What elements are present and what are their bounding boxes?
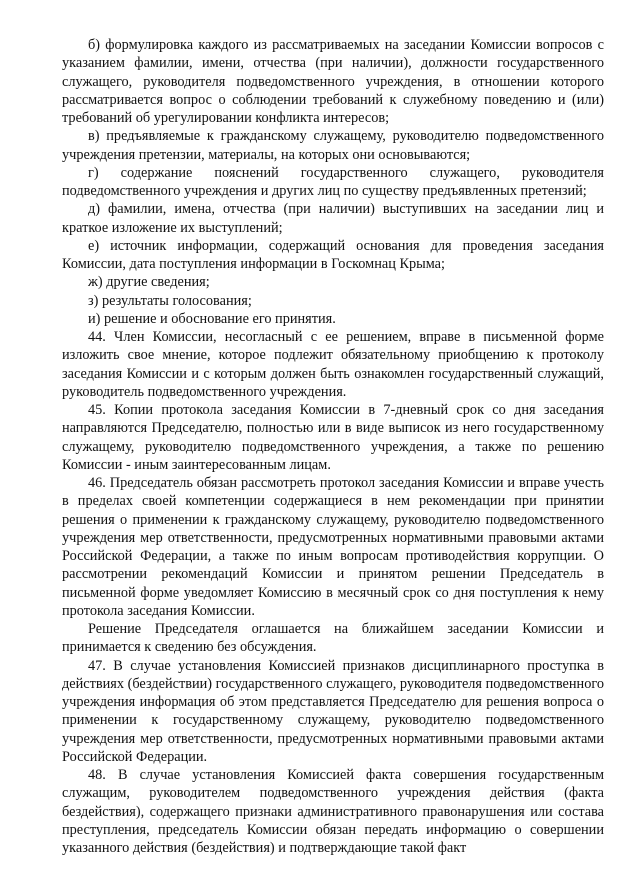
paragraph-e-source: е) источник информации, содержащий основания для проведения заседания Комиссии, дата поступления информации в Госкомнац Крыма;	[62, 237, 604, 272]
paragraph-z-voting: з) результаты голосования;	[88, 292, 252, 309]
paragraph-46: 46. Председатель обязан рассмотреть протокол заседания Комиссии и вправе учесть в пределах своей компетенции содержащиеся в нем рекомендации при принятии решения о применении к гражданскому служащему, руководителю подведомственного учреждения мер ответственности, предусмотренных нормативными правовыми актами Российской Федерации, а также по иным вопросам противодействия коррупции. О рассмотрении рекомендаций Комиссии и принятом решении Председатель в письменной форме уведомляет Комиссию в месячный срок со дня поступления к нему протокола заседания Комиссии.	[62, 475, 604, 619]
paragraph-v-claims: в) предъявляемые к гражданскому служащему, руководителю подведомственного учреждения претензии, материалы, на которых они основываются;	[62, 128, 604, 163]
paragraph-45: 45. Копии протокола заседания Комиссии в 7-дневный срок со дня заседания направляются Председателю, полностью или в виде выписок из него государственному служащему, руководителю подведомственного учреждения, а также по решению Комиссии - иным заинтересованным лицам.	[62, 402, 604, 473]
paragraph-48: 48. В случае установления Комиссией факта совершения государственным служащим, руководителем подведомственного учреждения действия (факта бездействия), содержащего признаки административного правонарушения или состава преступления, председатель Комиссии обязан передать информацию о совершении указанного действия (бездействия) и подтверждающие такой факт	[62, 767, 604, 856]
paragraph-47: 47. В случае установления Комиссией признаков дисциплинарного проступка в действиях (бездействии) государственного служащего, руководителя подведомственного учреждения информация об этом представляется Председателю для решения вопроса о применении к государственному служащему, руководителю подведомственного учреждения мер ответственности, предусмотренных нормативными правовыми актами Российской Федерации.	[62, 657, 604, 765]
paragraph-d-speakers: д) фамилии, имена, отчества (при наличии) выступивших на заседании лиц и краткое изложение их выступлений;	[62, 201, 604, 236]
paragraph-g-explanations: г) содержание пояснений государственного служащего, руководителя подведомственного учреждения и других лиц по существу предъявленных претензий;	[62, 164, 604, 199]
paragraph-46-decision: Решение Председателя оглашается на ближайшем заседании Комиссии и принимается к сведению без обсуждения.	[62, 621, 604, 656]
paragraph-zh-other: ж) другие сведения;	[88, 274, 210, 291]
paragraph-b-wording: б) формулировка каждого из рассматриваемых на заседании Комиссии вопросов с указанием фамилии, имени, отчества (при наличии), должности государственного служащего, руководителя подведомственного учреждения, в отношении которого рассматривается вопрос о соблюдении требований к служебному поведению и (или) требований об урегулировании конфликта интересов;	[62, 37, 604, 126]
paragraph-44: 44. Член Комиссии, несогласный с ее решением, вправе в письменной форме изложить свое мнение, которое подлежит обязательному приобщению к протоколу заседания Комиссии и с которым должен быть ознакомлен государственный служащий, руководитель подведомственного учреждения.	[62, 329, 604, 400]
paragraph-i-decision: и) решение и обоснование его принятия.	[88, 310, 336, 327]
